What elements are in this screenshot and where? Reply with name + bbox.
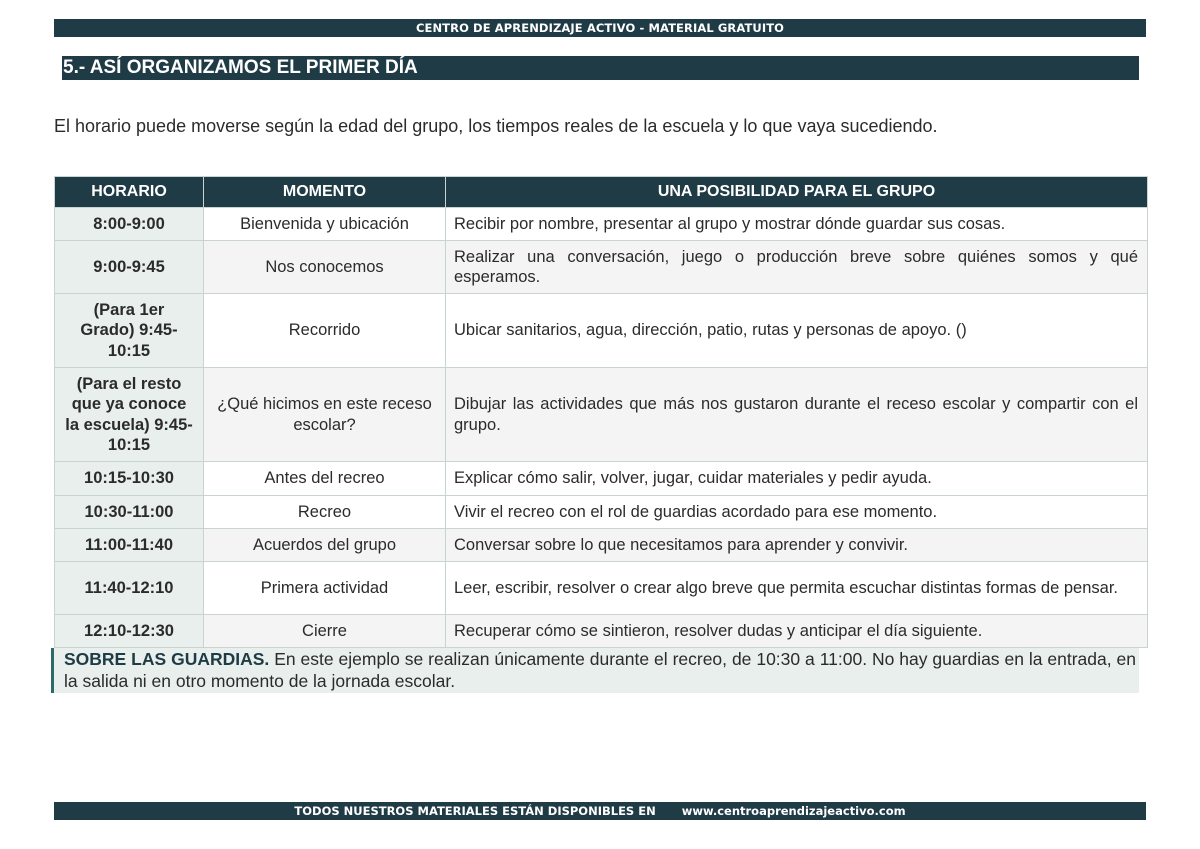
moment-cell: Nos conocemos — [204, 241, 446, 294]
description-cell: Realizar una conversación, juego o producción breve sobre quiénes somos y qué esperamos. — [446, 241, 1148, 294]
note-label: SOBRE LAS GUARDIAS. — [64, 649, 270, 669]
column-header-posibilidad: UNA POSIBILIDAD PARA EL GRUPO — [446, 177, 1148, 208]
moment-cell: Recreo — [204, 496, 446, 529]
description-cell: Dibujar las actividades que más nos gustaron durante el receso escolar y compartir con el grupo. — [446, 368, 1148, 462]
moment-cell: Acuerdos del grupo — [204, 529, 446, 562]
description-cell: Vivir el recreo con el rol de guardias acordado para ese momento. — [446, 496, 1148, 529]
table-row — [55, 368, 1148, 462]
description-cell: Conversar sobre lo que necesitamos para aprender y convivir. — [446, 529, 1148, 562]
table-row — [55, 208, 1148, 241]
description-cell: Leer, escribir, resolver o crear algo breve que permita escuchar distintas formas de pensar. — [446, 562, 1148, 615]
moment-cell: Antes del recreo — [204, 462, 446, 496]
table-header-row — [55, 177, 1148, 208]
column-header-momento: MOMENTO — [204, 177, 446, 208]
footer-banner — [54, 802, 1146, 820]
footer-url-link[interactable]: www.centroaprendizajeactivo.com — [681, 804, 906, 818]
moment-cell: Recorrido — [204, 294, 446, 368]
table-row — [55, 294, 1148, 368]
time-cell: (Para 1er Grado) 9:45-10:15 — [55, 294, 204, 368]
time-cell: 11:00-11:40 — [55, 529, 204, 562]
time-cell: 10:15-10:30 — [55, 462, 204, 496]
schedule-table — [54, 176, 1148, 648]
header-banner: CENTRO DE APRENDIZAJE ACTIVO - MATERIAL GRATUITO — [54, 19, 1146, 37]
description-cell: Explicar cómo salir, volver, jugar, cuidar materiales y pedir ayuda. — [446, 462, 1148, 496]
time-cell: 8:00-9:00 — [55, 208, 204, 241]
footer-text: TODOS NUESTROS MATERIALES ESTÁN DISPONIBLES EN — [294, 804, 656, 818]
time-cell: (Para el resto que ya conoce la escuela) 9:45-10:15 — [55, 368, 204, 462]
moment-cell: Primera actividad — [204, 562, 446, 615]
time-cell: 9:00-9:45 — [55, 241, 204, 294]
description-cell: Recibir por nombre, presentar al grupo y mostrar dónde guardar sus cosas. — [446, 208, 1148, 241]
table-row — [55, 496, 1148, 529]
time-cell: 12:10-12:30 — [55, 615, 204, 648]
intro-paragraph: El horario puede moverse según la edad del grupo, los tiempos reales de la escuela y lo que vaya sucediendo. — [54, 116, 938, 136]
description-cell: Recuperar cómo se sintieron, resolver dudas y anticipar el día siguiente. — [446, 615, 1148, 648]
table-row — [55, 562, 1148, 615]
table-row — [55, 615, 1148, 648]
description-cell: Ubicar sanitarios, agua, dirección, patio, rutas y personas de apoyo. () — [446, 294, 1148, 368]
time-cell: 11:40-12:10 — [55, 562, 204, 615]
note-text: En este ejemplo se realizan únicamente durante el recreo, de 10:30 a 11:00. No hay guardias en la entrada, en la salida ni en otro momento de la jornada escolar. — [64, 649, 1137, 691]
column-header-horario: HORARIO — [55, 177, 204, 208]
section-title: 5.- ASÍ ORGANIZAMOS EL PRIMER DÍA — [62, 56, 1139, 80]
moment-cell: Cierre — [204, 615, 446, 648]
table-row — [55, 529, 1148, 562]
moment-cell: ¿Qué hicimos en este receso escolar? — [204, 368, 446, 462]
time-cell: 10:30-11:00 — [55, 496, 204, 529]
guardias-note — [51, 648, 1139, 693]
table-row — [55, 462, 1148, 496]
table-row — [55, 241, 1148, 294]
moment-cell: Bienvenida y ubicación — [204, 208, 446, 241]
